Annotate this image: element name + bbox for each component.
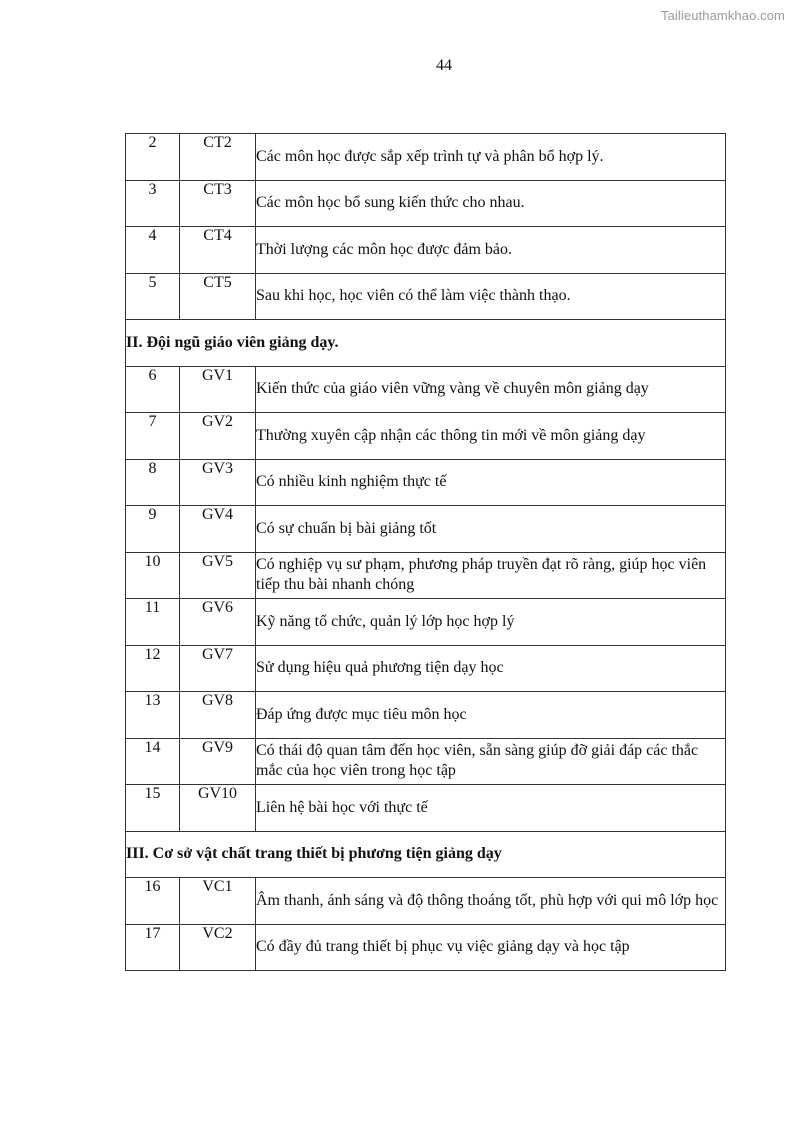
criterion-text: Thời lượng các môn học được đảm bảo. (256, 227, 726, 274)
row-number: 3 (126, 180, 180, 227)
table-row (126, 552, 726, 599)
criterion-text: Thường xuyên cập nhận các thông tin mới về môn giảng dạy (256, 413, 726, 460)
criterion-code: GV6 (180, 599, 256, 646)
criterion-text: Kỹ năng tổ chức, quản lý lớp học hợp lý (256, 599, 726, 646)
criterion-code: GV2 (180, 413, 256, 460)
table-row (126, 785, 726, 832)
row-number: 4 (126, 227, 180, 274)
table-row (126, 273, 726, 320)
criterion-code: GV7 (180, 645, 256, 692)
row-number: 17 (126, 924, 180, 971)
criterion-code: GV3 (180, 459, 256, 506)
survey-table (125, 133, 726, 971)
criterion-text: Có sự chuẩn bị bài giảng tốt (256, 506, 726, 553)
table-row (126, 134, 726, 181)
row-number: 15 (126, 785, 180, 832)
row-number: 14 (126, 738, 180, 785)
table-row (126, 413, 726, 460)
criterion-code: CT4 (180, 227, 256, 274)
row-number: 10 (126, 552, 180, 599)
criterion-text: Có nghiệp vụ sư phạm, phương pháp truyền đạt rõ ràng, giúp học viên tiếp thu bài nhanh chóng (256, 552, 726, 599)
table-row (126, 459, 726, 506)
row-number: 11 (126, 599, 180, 646)
criterion-text: Các môn học bổ sung kiến thức cho nhau. (256, 180, 726, 227)
table-row (126, 645, 726, 692)
row-number: 6 (126, 366, 180, 413)
table-row (126, 878, 726, 925)
table-row (126, 506, 726, 553)
table-row (126, 924, 726, 971)
section-header-row (126, 831, 726, 878)
criterion-code: GV5 (180, 552, 256, 599)
criterion-text: Có đầy đủ trang thiết bị phục vụ việc giảng dạy và học tập (256, 924, 726, 971)
table-row (126, 227, 726, 274)
watermark: Tailieuthamkhao.com (660, 8, 785, 23)
criterion-code: VC2 (180, 924, 256, 971)
survey-table-body (126, 134, 726, 971)
table-row (126, 738, 726, 785)
row-number: 16 (126, 878, 180, 925)
criterion-code: GV9 (180, 738, 256, 785)
table-row (126, 599, 726, 646)
row-number: 8 (126, 459, 180, 506)
section-title: III. Cơ sở vật chất trang thiết bị phương tiện giảng dạy (126, 831, 726, 878)
criterion-text: Có thái độ quan tâm đến học viên, sẵn sàng giúp đỡ giải đáp các thắc mắc của học viên trong học tập (256, 738, 726, 785)
table-row (126, 180, 726, 227)
criterion-code: GV4 (180, 506, 256, 553)
row-number: 7 (126, 413, 180, 460)
criterion-text: Các môn học được sắp xếp trình tự và phân bổ hợp lý. (256, 134, 726, 181)
row-number: 12 (126, 645, 180, 692)
criterion-text: Âm thanh, ánh sáng và độ thông thoáng tốt, phù hợp với qui mô lớp học (256, 878, 726, 925)
row-number: 2 (126, 134, 180, 181)
criterion-code: GV8 (180, 692, 256, 739)
criterion-code: GV1 (180, 366, 256, 413)
row-number: 9 (126, 506, 180, 553)
criterion-code: CT5 (180, 273, 256, 320)
table-row (126, 366, 726, 413)
table-row (126, 692, 726, 739)
criterion-text: Liên hệ bài học với thực tế (256, 785, 726, 832)
row-number: 13 (126, 692, 180, 739)
criterion-code: CT2 (180, 134, 256, 181)
criterion-text: Sử dụng hiệu quả phương tiện dạy học (256, 645, 726, 692)
criterion-text: Sau khi học, học viên có thể làm việc thành thạo. (256, 273, 726, 320)
criterion-text: Đáp ứng được mục tiêu môn học (256, 692, 726, 739)
row-number: 5 (126, 273, 180, 320)
criterion-code: VC1 (180, 878, 256, 925)
section-title: II. Đội ngũ giáo viên giảng dạy. (126, 320, 726, 367)
criterion-text: Kiến thức của giáo viên vững vàng về chuyên môn giảng dạy (256, 366, 726, 413)
criterion-text: Có nhiều kinh nghiệm thực tế (256, 459, 726, 506)
page-number: 44 (436, 57, 452, 74)
criterion-code: GV10 (180, 785, 256, 832)
criterion-code: CT3 (180, 180, 256, 227)
section-header-row (126, 320, 726, 367)
